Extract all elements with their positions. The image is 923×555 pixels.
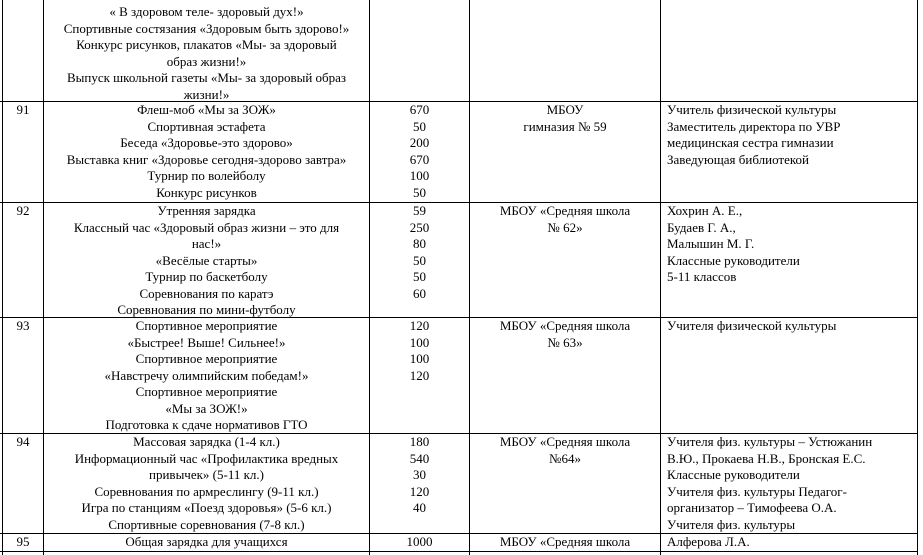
event-list (44, 318, 369, 434)
participant-counts (370, 203, 469, 302)
count-value: 540 (409, 450, 430, 466)
count-value: 100 (409, 168, 430, 183)
school-text: № 62» (547, 219, 583, 235)
responsible-text: Учителя физ. культуры (667, 516, 796, 532)
count-value: 40 (413, 500, 426, 515)
event-list (44, 102, 369, 201)
row-number: 91 (16, 102, 30, 117)
column-divider (469, 0, 470, 555)
event-text: Выпуск школьной газеты «Мы- за здоровый образ (66, 70, 347, 85)
count-value: 50 (413, 118, 426, 134)
count-value: 50 (413, 269, 426, 284)
count-value: 180 (409, 434, 430, 449)
school-text: МБОУ «Средняя школа (499, 534, 631, 549)
responsible-text: Малышин М. Г. (667, 236, 755, 251)
count-value: 100 (409, 334, 430, 350)
responsible-text: Алферова Л.А. (667, 534, 750, 549)
count-value: 120 (409, 483, 430, 499)
column-divider (660, 0, 661, 555)
school-text: МБОУ (546, 102, 584, 117)
responsible-text: Учителя физ. культуры – Устюжанин (667, 434, 873, 449)
table-border-right (917, 0, 918, 555)
event-text: Спортивное мероприятие (135, 384, 278, 399)
school-text: № 63» (547, 334, 583, 350)
event-text: Выставка книг «Здоровье сегодня-здорово завтра» (66, 151, 347, 167)
event-text: Подготовка к сдаче нормативов ГТО (105, 417, 308, 432)
responsible-text: Хохрин А. Е., (667, 203, 743, 218)
responsible-text: Классные руководители (667, 467, 800, 482)
event-text: Спортивные соревнования (7-8 кл.) (108, 516, 305, 532)
participant-counts (370, 434, 469, 517)
count-value: 120 (409, 318, 430, 333)
school-name (470, 534, 660, 551)
row-number: 93 (16, 318, 30, 333)
responsible-list (667, 102, 917, 168)
event-text: нас!» (191, 236, 222, 251)
event-text: образ жизни!» (166, 53, 247, 69)
count-value: 250 (409, 219, 430, 235)
table-border-bottom (0, 551, 918, 552)
event-text: Соревнования по армреслингу (9-11 кл.) (94, 483, 319, 499)
responsible-text: Заведующая библиотекой (667, 151, 809, 167)
school-text: гимназия № 59 (523, 118, 607, 134)
school-text: МБОУ «Средняя школа (499, 318, 631, 333)
responsible-text: 5-11 классов (667, 269, 737, 284)
count-value: 200 (409, 135, 430, 150)
school-name (470, 318, 660, 351)
event-text: «Навстречу олимпийским победам!» (104, 367, 309, 383)
event-text: Спортивное мероприятие (135, 318, 278, 333)
responsible-text: медицинская сестра гимназии (667, 135, 834, 150)
event-text: Конкурс рисунков, плакатов «Мы- за здоровый (76, 37, 337, 52)
event-text: «Быстрее! Выше! Сильнее!» (127, 334, 286, 350)
row-number: 92 (16, 203, 30, 218)
event-text: «Весёлые старты» (155, 252, 258, 268)
responsible-text: Учитель физической культуры (667, 102, 837, 117)
responsible-text: организатор – Тимофеева О.А. (667, 500, 837, 515)
event-text: Утренняя зарядка (157, 203, 256, 218)
count-value: 60 (413, 285, 426, 301)
responsible-list (667, 318, 917, 335)
event-text: Соревнования по каратэ (139, 285, 274, 301)
responsible-text: В.Ю., Прокаева Н.В., Бронская Е.С. (667, 450, 866, 466)
event-text: Спортивные состязания «Здоровым быть здорово!» (63, 20, 350, 36)
event-text: Флеш-моб «Мы за ЗОЖ» (137, 102, 276, 117)
school-text: МБОУ «Средняя школа (499, 203, 631, 218)
event-list (44, 534, 369, 551)
count-value: 30 (413, 467, 426, 482)
event-text: Общая зарядка для учащихся (125, 534, 288, 549)
table-row (44, 4, 369, 103)
event-text: Классный час «Здоровый образ жизни – это для (73, 219, 340, 235)
school-text: №64» (549, 450, 581, 466)
participant-counts (370, 318, 469, 384)
event-text: Информационный час «Профилактика вредных (74, 450, 339, 466)
event-text: Конкурс рисунков (156, 184, 257, 200)
event-text: Игра по станциям «Поезд здоровья» (5-6 кл.) (81, 500, 332, 515)
event-text: Беседа «Здоровье-это здорово» (120, 135, 293, 150)
table-border-left (2, 0, 3, 555)
count-value: 50 (413, 184, 426, 200)
count-value: 670 (409, 102, 430, 117)
responsible-text: Учителя физической культуры (667, 318, 837, 333)
school-name (470, 434, 660, 467)
responsible-list (667, 534, 917, 551)
event-text: привычек» (5-11 кл.) (149, 467, 264, 482)
row-number: 95 (16, 534, 30, 549)
row-number: 94 (16, 434, 30, 449)
responsible-text: Заместитель директора по УВР (667, 118, 841, 134)
participant-counts (370, 102, 469, 201)
school-name (470, 102, 660, 135)
responsible-list (667, 203, 917, 286)
responsible-text: Классные руководители (667, 252, 800, 268)
count-value: 50 (413, 252, 426, 268)
event-text: Турнир по баскетболу (145, 269, 268, 284)
count-value: 80 (413, 236, 426, 251)
participant-counts (370, 534, 469, 551)
count-value: 120 (409, 367, 430, 383)
count-value: 670 (409, 151, 430, 167)
event-list (44, 203, 369, 319)
event-text: Спортивная эстафета (147, 118, 266, 134)
count-value: 100 (409, 351, 430, 366)
event-text: Массовая зарядка (1-4 кл.) (133, 434, 280, 449)
count-value: 59 (413, 203, 426, 218)
responsible-list (667, 434, 917, 533)
event-text: жизни!» (183, 86, 230, 102)
event-text: Спортивное мероприятие (135, 351, 278, 366)
event-text: Турнир по волейболу (147, 168, 266, 183)
event-list (44, 434, 369, 533)
event-text: Соревнования по мини-футболу (117, 302, 296, 317)
event-text: « В здоровом теле- здоровый дух!» (109, 4, 304, 19)
responsible-text: Учителя физ. культуры Педагог- (667, 483, 847, 499)
school-text: МБОУ «Средняя школа (499, 434, 631, 449)
event-text: «Мы за ЗОЖ!» (165, 400, 248, 416)
count-value: 1000 (406, 534, 433, 549)
responsible-text: Будаев Г. А., (667, 219, 736, 235)
school-name (470, 203, 660, 236)
